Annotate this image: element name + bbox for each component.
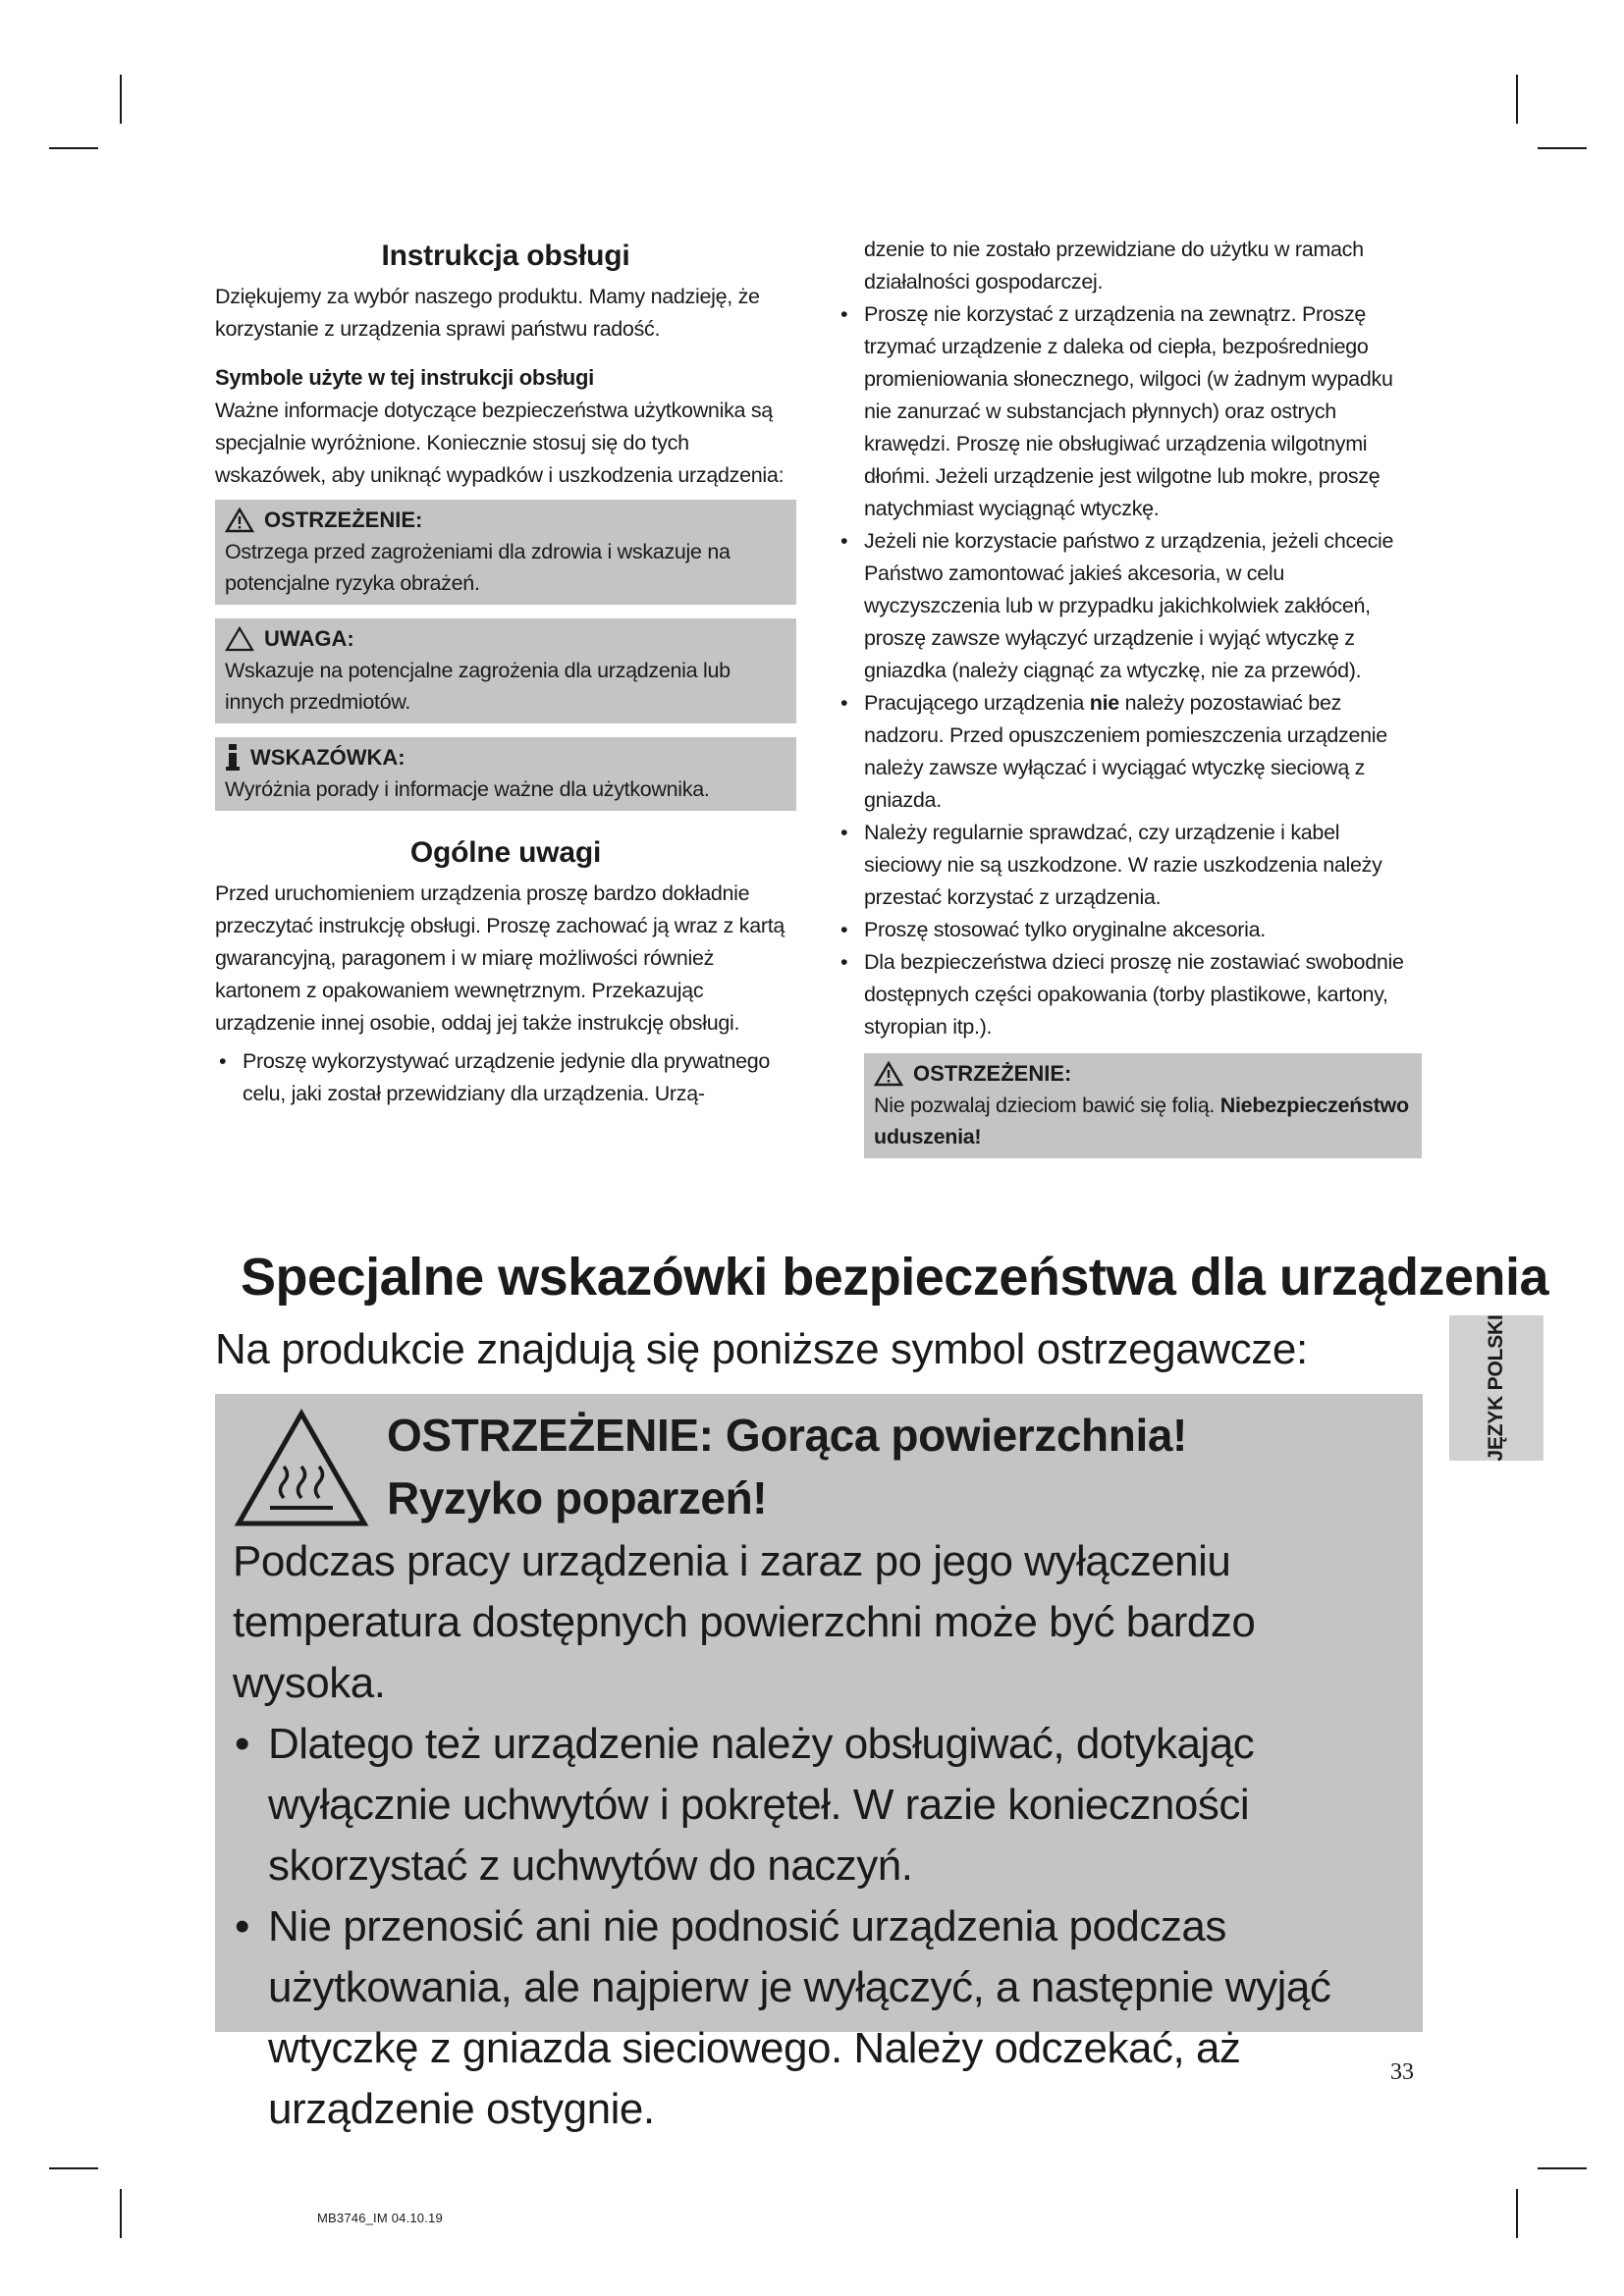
- language-side-tab: [1449, 1315, 1543, 1461]
- list-item: • Należy regularnie sprawdzać, czy urządzenie i kabel sieciowy nie są uszkodzone. W razie uszkodzenia należy przestać korzystać z urządzenia.: [837, 817, 1422, 914]
- general-notes-paragraph: Przed uruchomieniem urządzenia proszę bardzo dokładnie przeczytać instrukcję obsługi. Proszę zachować ją wraz z kartą gwarancyjną, paragonem i w miarę możliwości również kartonem z opakowaniem wewnętrznym. Przekazując urządzenie innej osobie, oddaj jej także instrukcję obsługi.: [215, 881, 785, 1035]
- tip-box: [215, 737, 796, 811]
- list-item: • Jeżeli nie korzystacie państwo z urządzenia, jeżeli chcecie Państwo zamontować jakieś akcesoria, w celu wyczyszczenia lub w przypadku jakichkolwiek zakłóceń, proszę zawsze wyłączyć urządzenie i wyjąć wtyczkę z gniazdka (należy ciągnąć za wtyczkę, nie za przewód).: [837, 525, 1422, 687]
- bullet-marker: •: [840, 918, 848, 941]
- warning-box-title: OSTRZEŻENIE:: [264, 507, 423, 532]
- list-item: • Proszę wykorzystywać urządzenie jedynie dla prywatnego celu, jaki został przewidziany dla urządzenia. Urzą-: [215, 1045, 796, 1110]
- footer-code: MB3746_IM 04.10.19: [317, 2211, 443, 2225]
- intro-paragraph: Dziękujemy za wybór naszego produktu. Mamy nadzieję, że korzystanie z urządzenia sprawi państwu radość.: [215, 285, 760, 341]
- bullet-marker: •: [840, 950, 848, 974]
- list-item: • Nie przenosić ani nie podnosić urządzenia podczas użytkowania, ale najpierw je wyłączyć, a następnie wyjąć wtyczkę z gniazda sieciowego. Należy odczekać, aż urządzenie ostygnie.: [233, 1896, 1411, 2140]
- info-icon: [225, 744, 241, 772]
- special-safety-title: Specjalne wskazówki bezpieczeństwa dla urządzenia: [241, 1248, 1548, 1307]
- list-item: • Dlatego też urządzenie należy obsługiwać, dotykając wyłącznie uchwytów i pokręteł. W razie konieczności skorzystać z uchwytów do naczyń.: [233, 1714, 1411, 1896]
- list-item: • Dla bezpieczeństwa dzieci proszę nie zostawiać swobodnie dostępnych części opakowania (torby plastikowe, kartony, styropian itp.).: [837, 946, 1422, 1043]
- language-side-tab-label: JĘZYK POLSKI: [1485, 1314, 1507, 1462]
- caution-triangle-icon: [225, 626, 254, 652]
- symbols-paragraph: Ważne informacje dotyczące bezpieczeństwa użytkownika są specjalnie wyróżnione. Koniecznie stosuj się do tych wskazówek, aby uniknąć wypadków i uszkodzenia urządzenia:: [215, 399, 785, 487]
- continuation-text: dzenie to nie zostało przewidziane do użytku w ramach działalności gospodarczej.: [864, 238, 1364, 294]
- left-column: [215, 228, 796, 1110]
- bullet-marker: •: [840, 302, 848, 326]
- special-safety-subtitle: Na produkcie znajdują się poniższe symbol ostrzegawcze:: [215, 1325, 1308, 1373]
- list-item: • Pracującego urządzenia nie należy pozostawiać bez nadzoru. Przed opuszczeniem pomieszczenia urządzenie należy zawsze wyłączać i wyciągać wtyczkę sieciową z gniazda.: [837, 687, 1422, 817]
- left-bullet-list: [215, 1045, 796, 1110]
- foil-warning-text: Nie pozwalaj dzieciom bawić się folią. Niebezpieczeństwo uduszenia!: [874, 1094, 1409, 1148]
- bullet-marker: •: [840, 821, 848, 844]
- foil-warning-title: OSTRZEŻENIE:: [913, 1061, 1072, 1086]
- bullet-marker: •: [219, 1049, 227, 1073]
- warning-box: [215, 500, 796, 605]
- general-notes-title: Ogólne uwagi: [409, 836, 602, 869]
- tip-box-title: WSKAZÓWKA:: [250, 745, 406, 770]
- foil-warning-box: [864, 1053, 1422, 1158]
- hot-surface-warning-icon: [233, 1408, 370, 1530]
- hot-surface-warning-text: Podczas pracy urządzenia i zaraz po jego wyłączeniu temperatura dostępnych powierzchni może być bardzo wysoka. • Dlatego też urządzenie należy obsługiwać, dotykając wyłącznie uchwytów i pokręteł. W razie konieczności skorzystać z uchwytów do naczyń. • Nie przenosić ani nie podnosić urządzenia podczas użytkowania, ale najpierw je wyłączyć, a następnie wyjąć wtyczkę z gniazda sieciowego. Należy odczekać, aż urządzenie ostygnie.: [233, 1531, 1411, 2140]
- caution-box-title: UWAGA:: [264, 626, 354, 651]
- warning-triangle-icon: [225, 507, 254, 533]
- warning-box-text: Ostrzega przed zagrożeniami dla zdrowia i wskazuje na potencjalne ryzyka obrażeń.: [225, 540, 731, 595]
- bullet-marker: •: [840, 691, 848, 715]
- symbols-heading: Symbole użyte w tej instrukcji obsługi: [215, 365, 594, 390]
- right-bullet-list: [837, 298, 1422, 1043]
- warning-triangle-icon: [874, 1061, 903, 1087]
- caution-box-text: Wskazuje na potencjalne zagrożenia dla urządzenia lub innych przedmiotów.: [225, 659, 731, 714]
- right-column: [837, 234, 1422, 1172]
- bullet-marker: •: [840, 529, 848, 553]
- list-item: • Proszę nie korzystać z urządzenia na zewnątrz. Proszę trzymać urządzenie z daleka od ciepła, bezpośredniego promieniowania słonecznego, wilgoci (w żadnym wypadku nie zanurzać w substancjach płynnych) oraz ostrych krawędzi. Proszę nie obsługiwać urządzenia wilgotnymi dłońmi. Jeżeli urządzenie jest wilgotne lub mokre, proszę natychmiast wyciągnąć wtyczkę.: [837, 298, 1422, 525]
- hot-surface-bullet-list: [233, 1714, 1411, 2140]
- caution-box: [215, 618, 796, 723]
- hot-surface-warning-title: OSTRZEŻENIE: Gorąca powierzchnia! Ryzyko poparzeń!: [387, 1410, 1187, 1523]
- list-item: • Proszę stosować tylko oryginalne akcesoria.: [837, 914, 1422, 946]
- bullet-marker: •: [235, 1720, 249, 1768]
- tip-box-text: Wyróżnia porady i informacje ważne dla użytkownika.: [225, 777, 710, 801]
- page-number: 33: [1390, 2059, 1414, 2085]
- bullet-marker: •: [235, 1902, 249, 1950]
- manual-title: Instrukcja obsługi: [381, 240, 630, 272]
